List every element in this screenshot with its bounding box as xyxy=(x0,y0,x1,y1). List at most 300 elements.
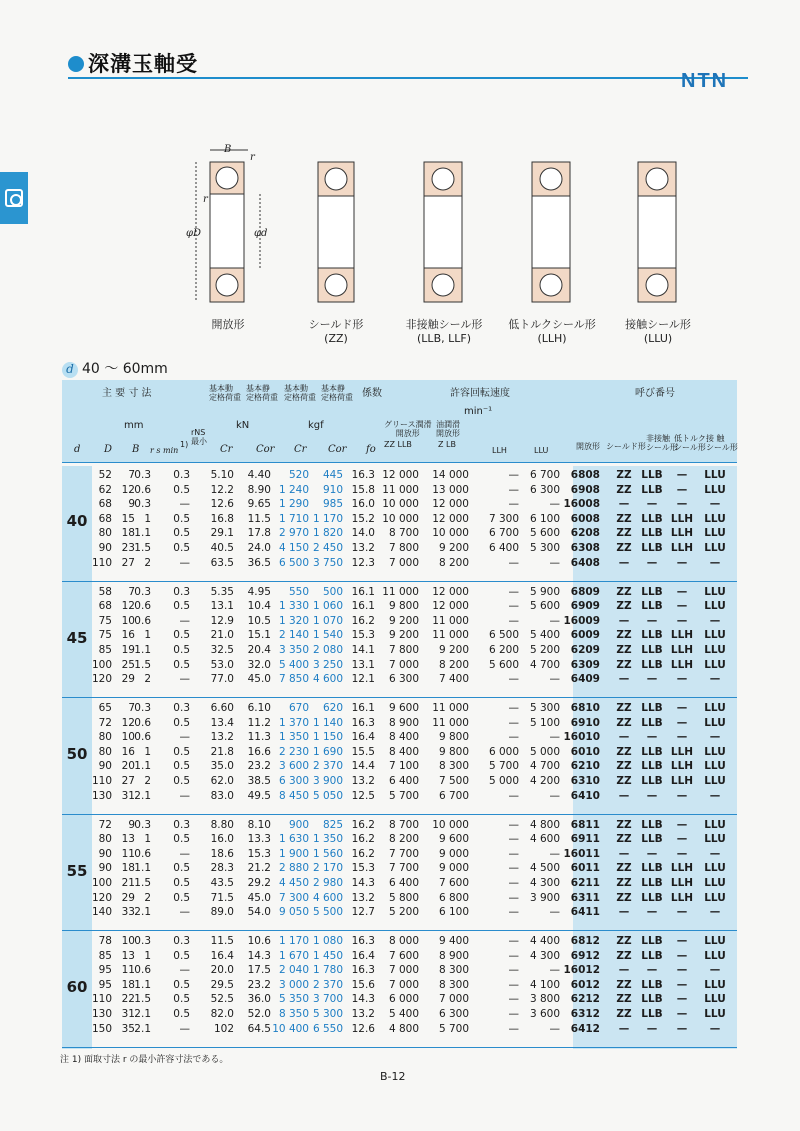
table-cell: — xyxy=(549,906,560,919)
table-cell: 0.5 xyxy=(173,643,190,656)
table-cell: 7 xyxy=(128,702,135,714)
table-cell: 13.2 xyxy=(351,891,375,904)
table-cell: 72 xyxy=(98,818,112,831)
table-cell: 0.3 xyxy=(173,585,190,598)
table-cell: 0.3 xyxy=(134,818,151,831)
table-cell: LLB xyxy=(641,876,663,889)
table-cell: 15.1 xyxy=(247,629,271,642)
table-cell: LLU xyxy=(704,629,726,642)
table-cell: — xyxy=(508,600,519,613)
table-cell: 5 000 xyxy=(488,775,519,787)
table-cell: 6412 xyxy=(570,1022,600,1035)
table-cell: 550 xyxy=(288,585,309,598)
table-cell: 8.80 xyxy=(210,818,234,831)
table-cell: LLH xyxy=(670,876,694,889)
table-cell: 6 500 xyxy=(488,629,519,642)
table-cell: 25 xyxy=(121,658,135,671)
table-cell: LLB xyxy=(641,585,663,598)
table-cell: ZZ xyxy=(616,702,632,714)
table-cell: 7 300 xyxy=(278,891,309,904)
table-cell: LLB xyxy=(641,542,663,554)
table-cell: 27 xyxy=(121,556,135,569)
table-cell: 1.1 xyxy=(134,978,151,991)
table-cell: 12.9 xyxy=(210,614,234,627)
table-cell: 8 350 xyxy=(278,1008,309,1020)
table-cell: 15.3 xyxy=(351,629,375,642)
table-cell: 16010 xyxy=(563,731,600,744)
table-cell: 12 xyxy=(121,483,135,496)
table-cell: 12.6 xyxy=(351,1022,375,1035)
table-cell: LLB xyxy=(641,512,663,525)
table-cell: 12.1 xyxy=(351,673,375,686)
table-cell: 1 670 xyxy=(278,949,309,962)
table-cell: 2 xyxy=(144,891,151,904)
table-cell: 1 900 xyxy=(278,847,309,860)
group-divider xyxy=(62,697,737,698)
table-cell: 18 xyxy=(121,862,135,875)
table-cell: LLH xyxy=(670,542,694,554)
table-cell: 6 300 xyxy=(278,775,309,787)
table-cell: 16.4 xyxy=(210,949,234,962)
bore-diameter-value: 55 xyxy=(66,861,88,880)
table-cell: 110 xyxy=(91,556,112,569)
table-cell: 0.5 xyxy=(173,862,190,875)
table-cell: — xyxy=(179,673,190,686)
table-cell: 31 xyxy=(121,1008,135,1020)
table-cell: 16 xyxy=(121,629,135,642)
table-cell: 5 500 xyxy=(312,906,343,919)
table-cell: 3 000 xyxy=(278,978,309,991)
table-cell: 5 700 xyxy=(488,760,519,773)
table-cell: ZZ xyxy=(616,760,632,773)
table-cell: 14.0 xyxy=(351,527,375,540)
table-cell: 9 800 xyxy=(388,600,419,613)
brand-logo: NTN xyxy=(681,70,729,92)
table-cell: LLB xyxy=(641,949,663,962)
table-cell: — xyxy=(179,731,190,744)
table-cell: 12 000 xyxy=(432,600,469,613)
table-cell: 0.3 xyxy=(134,935,151,947)
table-cell: 140 xyxy=(91,906,112,919)
table-cell: — xyxy=(676,556,688,569)
table-cell: — xyxy=(709,847,721,860)
table-cell: 6 700 xyxy=(438,789,469,802)
table-cell: 64.5 xyxy=(247,1022,271,1035)
table-cell: 9 050 xyxy=(278,906,309,919)
table-cell: — xyxy=(508,833,519,846)
table-cell: 6212 xyxy=(570,993,600,1006)
table-cell: — xyxy=(179,1022,190,1035)
table-cell: 16.1 xyxy=(351,585,375,598)
table-cell: 12 000 xyxy=(432,512,469,525)
table-cell: — xyxy=(508,978,519,991)
header-z-lb: Z LB xyxy=(438,440,456,449)
table-cell: 13.2 xyxy=(351,542,375,554)
table-cell: LLU xyxy=(704,643,726,656)
table-cell: 2.1 xyxy=(134,906,151,919)
table-cell: — xyxy=(618,847,630,860)
table-cell: 10 000 xyxy=(382,498,419,511)
table-cell: — xyxy=(508,862,519,875)
header-sym-rsmin: r s min xyxy=(150,446,179,455)
table-cell: — xyxy=(676,702,688,714)
table-cell: 6910 xyxy=(570,716,600,729)
table-cell: 670 xyxy=(288,702,309,714)
table-cell: — xyxy=(676,935,688,947)
table-cell: 12.6 xyxy=(210,498,234,511)
table-cell: 5 200 xyxy=(388,906,419,919)
table-cell: 16.4 xyxy=(351,731,375,744)
table-cell: 8 400 xyxy=(388,731,419,744)
table-cell: — xyxy=(676,906,688,919)
table-cell: — xyxy=(508,673,519,686)
table-cell: 16011 xyxy=(563,847,600,860)
table-cell: — xyxy=(508,935,519,947)
header-sym-cr2: Cr xyxy=(294,444,307,455)
table-cell: 62.0 xyxy=(210,775,234,787)
table-cell: LLB xyxy=(641,862,663,875)
table-cell: LLU xyxy=(704,1008,726,1020)
header-sym-fo: fo xyxy=(366,444,376,455)
table-cell: LLH xyxy=(670,891,694,904)
table-cell: 16.2 xyxy=(351,833,375,846)
table-cell: 12 000 xyxy=(432,498,469,511)
dim-label-outer-diameter: φD xyxy=(186,228,202,239)
header-des-low-torque: 低トルク シール形 xyxy=(674,434,706,452)
table-cell: 6812 xyxy=(570,935,600,947)
table-cell: 23 xyxy=(121,542,135,554)
table-cell: 4 150 xyxy=(278,542,309,554)
table-cell: LLB xyxy=(641,760,663,773)
table-cell: 52 xyxy=(98,469,112,481)
table-cell: 6 550 xyxy=(312,1022,343,1035)
dim-label-r2: r xyxy=(203,194,208,205)
table-cell: 1 240 xyxy=(278,483,309,496)
table-cell: 53.0 xyxy=(210,658,234,671)
header-main-dimensions: 主 要 寸 法 xyxy=(102,388,152,399)
table-cell: — xyxy=(646,498,658,511)
table-cell: 11 000 xyxy=(432,702,469,714)
table-cell: 13.2 xyxy=(351,775,375,787)
table-cell: 21.8 xyxy=(210,745,234,758)
table-cell: 12.7 xyxy=(351,906,375,919)
table-cell: 0.6 xyxy=(134,716,151,729)
table-cell: 5 600 xyxy=(529,600,560,613)
table-cell: 0.3 xyxy=(173,469,190,481)
table-cell: 45.0 xyxy=(247,673,271,686)
table-cell: 0.5 xyxy=(173,716,190,729)
table-cell: 16.1 xyxy=(351,702,375,714)
table-cell: 500 xyxy=(322,585,343,598)
table-cell: 10.5 xyxy=(247,614,271,627)
table-cell: 6 300 xyxy=(388,673,419,686)
header-llu: LLU xyxy=(534,446,549,455)
table-cell: 15.3 xyxy=(247,847,271,860)
table-cell: — xyxy=(179,614,190,627)
table-cell: 18 xyxy=(121,978,135,991)
table-cell: 0.3 xyxy=(134,585,151,598)
table-cell: 16.3 xyxy=(351,964,375,977)
table-cell: ZZ xyxy=(616,469,632,481)
header-divider xyxy=(62,462,737,463)
table-cell: 13.2 xyxy=(210,731,234,744)
table-cell: 80 xyxy=(98,833,112,846)
table-cell: 90 xyxy=(98,862,112,875)
table-cell: 13.1 xyxy=(351,658,375,671)
header-sym-cor2: Cor xyxy=(328,444,347,455)
table-cell: 75 xyxy=(98,629,112,642)
table-cell: 10 000 xyxy=(432,818,469,831)
table-cell: 2 370 xyxy=(312,760,343,773)
table-cell: 13.3 xyxy=(247,833,271,846)
bearing-table xyxy=(62,380,737,1048)
table-cell: LLB xyxy=(641,527,663,540)
table-cell: 7 100 xyxy=(388,760,419,773)
table-cell: 35.0 xyxy=(210,760,234,773)
table-cell: 4.95 xyxy=(247,585,271,598)
table-cell: 0.6 xyxy=(134,731,151,744)
table-cell: 2.1 xyxy=(134,1022,151,1035)
table-cell: 7 700 xyxy=(388,847,419,860)
table-cell: 12.3 xyxy=(351,556,375,569)
table-cell: 14.3 xyxy=(351,876,375,889)
table-cell: 6908 xyxy=(570,483,600,496)
table-cell: 9 xyxy=(128,818,135,831)
table-cell: 7 xyxy=(128,585,135,598)
table-cell: — xyxy=(179,556,190,569)
header-static-load-2: 基本静 定格荷重 xyxy=(321,384,353,402)
table-cell: 5 900 xyxy=(529,585,560,598)
table-cell: 0.3 xyxy=(134,469,151,481)
table-cell: 80 xyxy=(98,527,112,540)
table-cell: — xyxy=(549,673,560,686)
table-cell: LLU xyxy=(704,600,726,613)
table-cell: 12 xyxy=(121,716,135,729)
header-des-noncontact: 非接触 シール形 xyxy=(646,434,678,452)
table-cell: ZZ xyxy=(616,775,632,787)
table-cell: 11 xyxy=(121,964,135,977)
table-cell: 1.5 xyxy=(134,658,151,671)
table-cell: 0.5 xyxy=(173,527,190,540)
table-cell: 130 xyxy=(91,1008,112,1020)
table-cell: — xyxy=(676,614,688,627)
section-tab xyxy=(0,172,28,224)
table-cell: 1 170 xyxy=(312,512,343,525)
table-cell: 78 xyxy=(98,935,112,947)
table-cell: 6211 xyxy=(570,876,600,889)
table-cell: 7 600 xyxy=(388,949,419,962)
table-cell: 27 xyxy=(121,775,135,787)
table-cell: 16009 xyxy=(563,614,600,627)
table-cell: 1 290 xyxy=(278,498,309,511)
table-cell: 16.8 xyxy=(210,512,234,525)
table-cell: LLB xyxy=(641,716,663,729)
table-cell: 6 500 xyxy=(278,556,309,569)
table-cell: 6409 xyxy=(570,673,600,686)
table-cell: — xyxy=(646,847,658,860)
header-designation: 呼び番号 xyxy=(635,388,675,399)
table-cell: ZZ xyxy=(616,862,632,875)
table-cell: 16.2 xyxy=(351,818,375,831)
table-cell: — xyxy=(508,847,519,860)
table-cell: 520 xyxy=(288,469,309,481)
table-cell: 28.3 xyxy=(210,862,234,875)
table-cell: LLU xyxy=(704,993,726,1006)
table-cell: LLU xyxy=(704,891,726,904)
table-cell: 21.2 xyxy=(247,862,271,875)
table-cell: 1.5 xyxy=(134,542,151,554)
table-cell: — xyxy=(618,906,630,919)
header-sym-d: d xyxy=(74,444,81,455)
table-cell: 985 xyxy=(322,498,343,511)
table-cell: — xyxy=(618,964,630,977)
table-cell: — xyxy=(508,818,519,831)
table-cell: 6309 xyxy=(570,658,600,671)
table-cell: LLB xyxy=(641,833,663,846)
table-cell: 6311 xyxy=(570,891,600,904)
table-cell: 4 600 xyxy=(312,891,343,904)
table-cell: 4 800 xyxy=(529,818,560,831)
table-cell: 5 300 xyxy=(312,1008,343,1020)
table-cell: 6308 xyxy=(570,542,600,554)
table-cell: 10 000 xyxy=(432,527,469,540)
table-cell: LLU xyxy=(704,512,726,525)
table-cell: 0.6 xyxy=(134,847,151,860)
title-underline xyxy=(68,77,748,79)
table-cell: LLU xyxy=(704,542,726,554)
table-cell: 4 450 xyxy=(278,876,309,889)
table-cell: 1 150 xyxy=(312,731,343,744)
table-cell: 18.6 xyxy=(210,847,234,860)
table-cell: 11 000 xyxy=(432,716,469,729)
table-cell: 82.0 xyxy=(210,1008,234,1020)
table-cell: 102 xyxy=(213,1022,234,1035)
table-cell: LLB xyxy=(641,978,663,991)
table-cell: ZZ xyxy=(616,993,632,1006)
table-cell: 7 000 xyxy=(388,978,419,991)
table-cell: — xyxy=(676,673,688,686)
table-cell: LLB xyxy=(641,643,663,656)
table-cell: 0.5 xyxy=(173,775,190,787)
table-cell: 6 100 xyxy=(438,906,469,919)
table-cell: — xyxy=(508,876,519,889)
table-cell: 8 300 xyxy=(438,978,469,991)
table-cell: 2.1 xyxy=(134,1008,151,1020)
table-cell: — xyxy=(179,498,190,511)
table-cell: LLU xyxy=(704,527,726,540)
table-cell: 4 100 xyxy=(529,978,560,991)
diagram-label-shield: シールド形 (ZZ) xyxy=(308,318,364,345)
table-cell: — xyxy=(508,789,519,802)
header-sym-outer-d: D xyxy=(104,444,113,455)
table-cell: 45.0 xyxy=(247,891,271,904)
table-cell: ZZ xyxy=(616,716,632,729)
table-cell: 6312 xyxy=(570,1008,600,1020)
table-cell: — xyxy=(676,818,688,831)
header-llh: LLH xyxy=(492,446,507,455)
table-cell: — xyxy=(618,789,630,802)
table-cell: 11 000 xyxy=(382,585,419,598)
table-cell: — xyxy=(508,483,519,496)
table-cell: 110 xyxy=(91,775,112,787)
table-cell: 5 300 xyxy=(529,542,560,554)
table-cell: 95 xyxy=(98,978,112,991)
d-cell xyxy=(62,699,92,816)
table-cell: 14.3 xyxy=(247,949,271,962)
table-cell: — xyxy=(646,614,658,627)
d-symbol-icon: d xyxy=(62,362,78,378)
table-cell: 15.2 xyxy=(351,512,375,525)
table-cell: 6 400 xyxy=(388,876,419,889)
table-cell: — xyxy=(618,1022,630,1035)
table-cell: 0.5 xyxy=(173,891,190,904)
table-cell: 3 600 xyxy=(529,1008,560,1020)
table-cell: 6 700 xyxy=(529,469,560,481)
table-cell: 90 xyxy=(98,542,112,554)
table-cell: 77.0 xyxy=(210,673,234,686)
table-cell: 12.2 xyxy=(210,483,234,496)
table-cell: 6 100 xyxy=(529,512,560,525)
table-cell: — xyxy=(179,964,190,977)
table-cell: 10 400 xyxy=(272,1022,309,1035)
table-cell: 15.6 xyxy=(351,978,375,991)
table-cell: ZZ xyxy=(616,542,632,554)
table-cell: 9 xyxy=(128,498,135,511)
table-cell: ZZ xyxy=(616,483,632,496)
table-cell: 6 000 xyxy=(388,993,419,1006)
table-cell: — xyxy=(676,600,688,613)
table-cell: 1 450 xyxy=(312,949,343,962)
table-cell: LLU xyxy=(704,716,726,729)
table-cell: 2 140 xyxy=(278,629,309,642)
table-cell: 0.3 xyxy=(173,935,190,947)
table-cell: 11.2 xyxy=(247,716,271,729)
table-cell: — xyxy=(508,498,519,511)
table-cell: 5 300 xyxy=(529,702,560,714)
table-cell: — xyxy=(676,949,688,962)
table-cell: 7 700 xyxy=(388,862,419,875)
table-cell: 18 xyxy=(121,527,135,540)
table-cell: 16.0 xyxy=(351,498,375,511)
table-cell: 10 xyxy=(121,731,135,744)
table-cell: 0.5 xyxy=(173,1008,190,1020)
table-cell: 22 xyxy=(121,993,135,1006)
table-cell: — xyxy=(676,993,688,1006)
table-cell: 6 300 xyxy=(529,483,560,496)
page-number: B-12 xyxy=(380,1070,406,1083)
table-cell: 29.2 xyxy=(247,876,271,889)
table-bottom-rule xyxy=(62,1047,737,1048)
table-cell: 38.5 xyxy=(247,775,271,787)
table-cell: LLH xyxy=(670,629,694,642)
table-cell: 3 700 xyxy=(312,993,343,1006)
table-cell: 95 xyxy=(98,964,112,977)
table-cell: — xyxy=(676,964,688,977)
dim-label-r1: r xyxy=(250,152,255,163)
table-cell: LLU xyxy=(704,935,726,947)
table-cell: LLU xyxy=(704,469,726,481)
table-cell: 6310 xyxy=(570,775,600,787)
table-cell: 1 350 xyxy=(278,731,309,744)
table-cell: 29 xyxy=(121,891,135,904)
table-cell: 150 xyxy=(91,1022,112,1035)
table-cell: 6.10 xyxy=(247,702,271,714)
table-cell: ZZ xyxy=(616,600,632,613)
diagram-label-open: 開放形 xyxy=(211,318,245,331)
table-cell: 52.0 xyxy=(247,1008,271,1020)
table-cell: — xyxy=(646,1022,658,1035)
table-cell: 0.6 xyxy=(134,600,151,613)
